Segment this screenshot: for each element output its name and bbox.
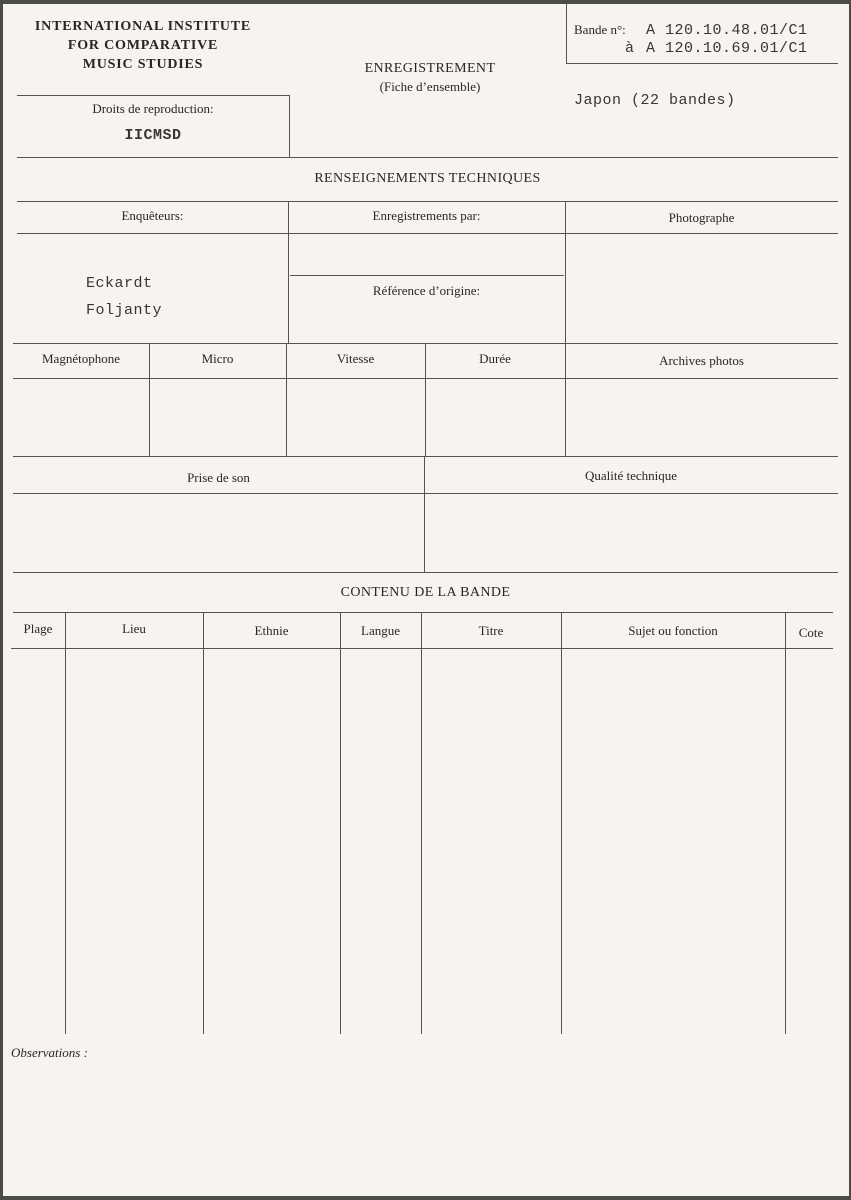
bande-from-value: A 120.10.48.01/C1	[646, 22, 808, 39]
photographe-label: Photographe	[668, 210, 735, 225]
rights-box-right-border	[289, 95, 290, 157]
institute-line-2: FOR COMPARATIVE	[67, 38, 219, 53]
content-divider-6	[785, 612, 786, 1034]
vitesse-label: Vitesse	[336, 351, 375, 366]
qualite-technique-label: Qualité technique	[584, 468, 678, 483]
langue-label: Langue	[361, 623, 400, 638]
duree-label: Durée	[479, 351, 511, 366]
quality-top-rule	[13, 456, 838, 457]
reference-top-rule	[290, 275, 564, 276]
form-subtitle: (Fiche d’ensemble)	[379, 79, 481, 94]
content-top-rule	[13, 572, 838, 573]
plage-label: Plage	[23, 621, 53, 636]
enqueteur-1: Eckardt	[86, 275, 153, 292]
micro-label: Micro	[201, 351, 234, 366]
enqueteurs-label: Enquêteurs:	[121, 208, 184, 223]
content-divider-5	[561, 612, 562, 1034]
technical-header-bottom-rule	[17, 233, 838, 234]
cote-label: Cote	[798, 625, 824, 640]
enregistrements-label: Enregistrements par:	[372, 208, 481, 223]
reference-label: Référence d’origine:	[372, 283, 481, 298]
technical-section-title: RENSEIGNEMENTS TECHNIQUES	[314, 171, 541, 186]
institute-line-1: INTERNATIONAL INSTITUTE	[34, 19, 252, 34]
institute-line-3: MUSIC STUDIES	[82, 57, 204, 72]
rights-value: IICMSD	[124, 127, 182, 144]
technical-top-rule	[17, 157, 838, 158]
magnetophone-label: Magnétophone	[42, 351, 120, 366]
content-divider-2	[203, 612, 204, 1034]
bande-box-left-border	[566, 4, 567, 64]
rights-box-top-border	[17, 95, 289, 96]
form-title: ENREGISTREMENT	[364, 61, 496, 76]
content-header-bottom-rule	[11, 648, 833, 649]
content-header-top-rule	[13, 612, 833, 613]
titre-label: Titre	[478, 623, 504, 638]
country-value: Japon (22 bandes)	[574, 92, 736, 109]
form-page	[3, 4, 849, 1196]
bande-to-value: A 120.10.69.01/C1	[646, 40, 808, 57]
content-section-title: CONTENU DE LA BANDE	[340, 585, 511, 600]
prise-de-son-label: Prise de son	[187, 470, 250, 485]
bande-label: Bande n°:	[574, 22, 626, 37]
enqueteur-2: Foljanty	[86, 302, 163, 319]
content-divider-3	[340, 612, 341, 1034]
sujet-fonction-label: Sujet ou fonction	[628, 623, 718, 638]
ethnie-label: Ethnie	[254, 623, 289, 638]
bande-to-prefix: à	[625, 40, 635, 57]
archives-photos-label: Archives photos	[659, 353, 744, 368]
lieu-label: Lieu	[122, 621, 146, 636]
technical-header-top-rule	[17, 201, 838, 202]
observations-label: Observations :	[11, 1045, 88, 1060]
content-divider-4	[421, 612, 422, 1034]
content-divider-1	[65, 612, 66, 1034]
quality-header-rule	[13, 493, 838, 494]
rights-label: Droits de reproduction:	[92, 101, 214, 116]
bande-box-bottom-border	[566, 63, 838, 64]
